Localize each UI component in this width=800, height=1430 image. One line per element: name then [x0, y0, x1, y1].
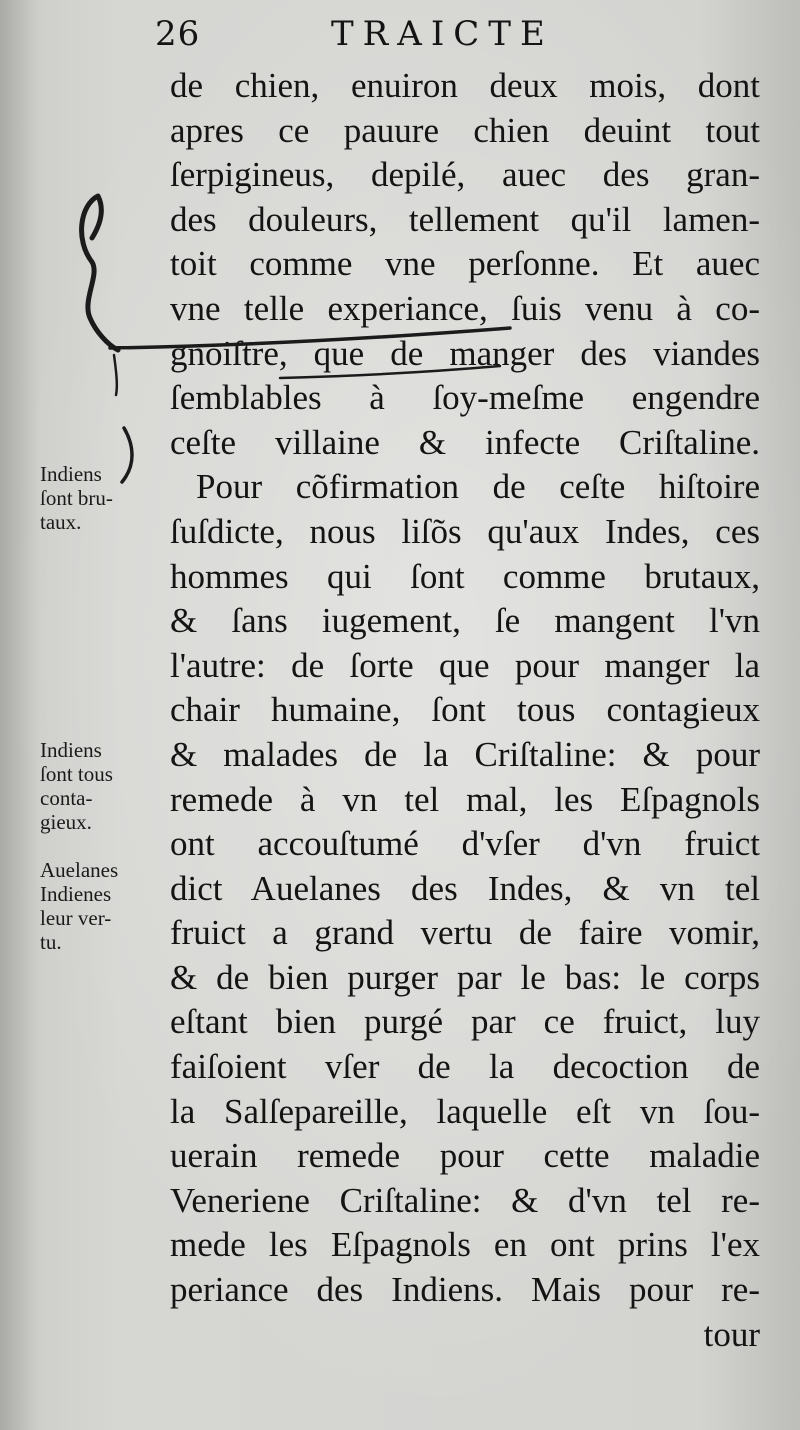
text-line: & ſans iugement, ſe mangent l'vn: [170, 601, 760, 641]
margin-note-line: conta-: [40, 786, 93, 810]
text-line: ſerpigineus, depilé, auec des gran-: [170, 155, 760, 195]
text-line: periance des Indiens. Mais pour re-: [170, 1270, 760, 1310]
text-line: faiſoient vſer de la decoction de: [170, 1047, 760, 1087]
text-line: chair humaine, ſont tous contagieux: [170, 690, 760, 730]
margin-note: [40, 462, 165, 534]
text-line: gnoiſtre, que de manger des viandes: [170, 333, 760, 373]
text-line: toit comme vne perſonne. Et auec: [170, 244, 760, 284]
text-line: de chien, enuiron deux mois, dont: [170, 66, 760, 105]
text-line: eſtant bien purgé par ce fruict, luy: [170, 1002, 760, 1042]
text-line: ſuſdicte, nous liſõs qu'aux Indes, ces: [170, 511, 760, 551]
page-header: [155, 14, 755, 64]
text-line: dict Auelanes des Indes, & vn tel: [170, 868, 760, 908]
margin-note-line: taux.: [40, 510, 82, 534]
text-line: & de bien purger par le bas: le corps: [170, 957, 760, 997]
text-line: des douleurs, tellement qu'il lamen-: [170, 199, 760, 239]
text-line: ſemblables à ſoy-meſme engendre: [170, 378, 760, 418]
text-line: vne telle experiance, ſuis venu à co-: [170, 288, 760, 328]
margin-note-line: ſont bru-: [40, 486, 113, 510]
text-line: remede à vn tel mal, les Eſpagnols: [170, 779, 760, 819]
text-line: apres ce pauure chien deuint tout: [170, 110, 760, 150]
text-line: Veneriene Criſtaline: & d'vn tel re-: [170, 1180, 760, 1220]
text-line: la Salſepareille, laquelle eſt vn ſou-: [170, 1091, 760, 1131]
margin-note-line: leur ver-: [40, 906, 112, 930]
text-line: hommes qui ſont comme brutaux,: [170, 556, 760, 596]
text-line: ceſte villaine & infecte Criſtaline.: [170, 422, 760, 462]
body-text: [170, 64, 760, 1357]
margin-note-line: Auelanes: [40, 858, 119, 882]
text-line: ont accouſtumé d'vſer d'vn fruict: [170, 824, 760, 864]
text-line: l'autre: de ſorte que pour manger la: [170, 645, 760, 685]
margin-note-line: ſont tous: [40, 762, 113, 786]
margin-note-line: gieux.: [40, 810, 92, 834]
text-line: fruict a grand vertu de faire vomir,: [170, 913, 760, 953]
text-line: uerain remede pour cette maladie: [170, 1136, 760, 1176]
page-number: 26: [155, 14, 201, 54]
margin-note: [40, 738, 165, 834]
text-line: mede les Eſpagnols en ont prins l'ex: [170, 1225, 760, 1265]
margin-note: [40, 858, 165, 954]
ink-bracket-mark: [82, 196, 118, 350]
ink-vertical-stroke: [114, 355, 117, 395]
running-head: TRAICTE: [331, 14, 554, 54]
margin-note-line: tu.: [40, 930, 62, 954]
margin-note-line: Indienes: [40, 882, 112, 906]
margin-note-line: Indiens: [40, 462, 102, 486]
text-line: Pour cõfirmation de ceſte hiſtoire: [196, 467, 760, 507]
margin-note-line: Indiens: [40, 738, 102, 762]
text-line: & malades de la Criſtaline: & pour: [170, 734, 760, 774]
catchword: tour: [703, 1314, 760, 1354]
